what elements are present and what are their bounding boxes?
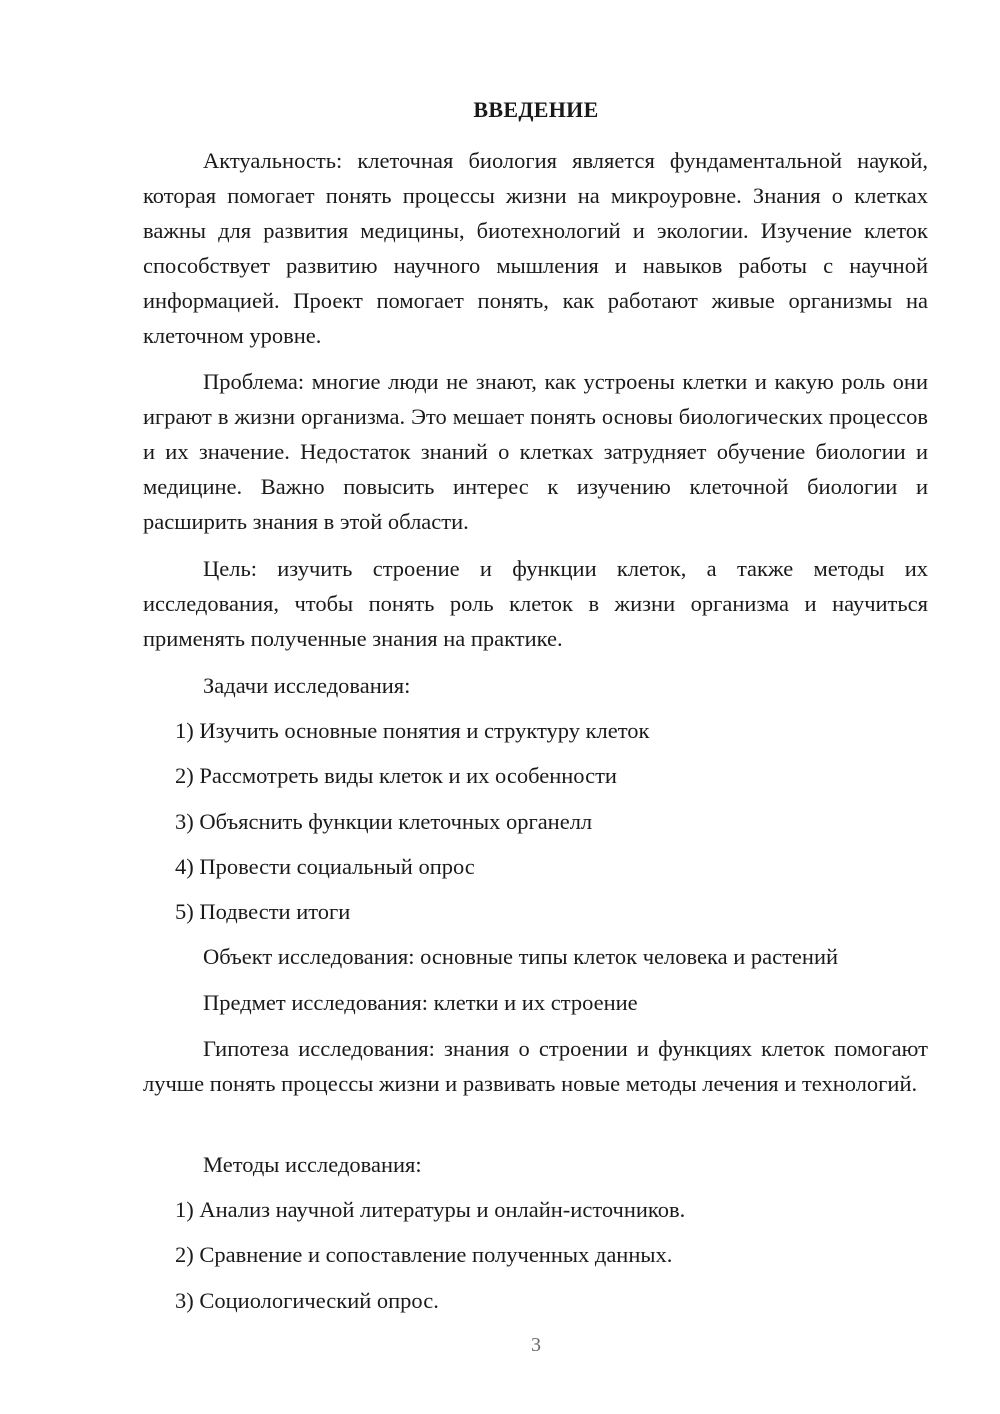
method-item: 3) Социологический опрос. — [175, 1288, 439, 1313]
method-item: 2) Сравнение и сопоставление полученных данных. — [175, 1242, 673, 1267]
page-title: ВВЕДЕНИЕ — [473, 97, 599, 122]
task-item: 5) Подвести итоги — [175, 899, 351, 924]
methods-heading: Методы исследования: — [203, 1152, 422, 1177]
task-item: 3) Объяснить функции клеточных органелл — [175, 809, 593, 834]
research-object: Объект исследования: основные типы клеток человека и растений — [203, 944, 839, 969]
hypothesis-paragraph: Гипотеза исследования: знания о строении и функциях клеток помогают лучше понять процессы жизни и развивать новые методы лечения и технологий. — [143, 1036, 928, 1096]
task-item: 2) Рассмотреть виды клеток и их особенности — [175, 763, 617, 788]
tasks-heading: Задачи исследования: — [203, 673, 411, 698]
page-number: 3 — [531, 1334, 541, 1356]
method-item: 1) Анализ научной литературы и онлайн-источников. — [175, 1197, 686, 1222]
problem-paragraph: Проблема: многие люди не знают, как устроены клетки и какую роль они играют в жизни организма. Это мешает понять основы биологических процессов и их значение. Недостаток знаний о клетках затрудняет обучение биологии и медицине. Важно повысить интерес к изучению клеточной биологии и расширить знания в этой области. — [143, 369, 928, 534]
task-item: 4) Провести социальный опрос — [175, 854, 475, 879]
goal-paragraph: Цель: изучить строение и функции клеток, а также методы их исследования, чтобы понять роль клеток в жизни организма и научиться применять полученные знания на практике. — [143, 556, 928, 651]
task-item: 1) Изучить основные понятия и структуру клеток — [175, 718, 650, 743]
relevance-paragraph: Актуальность: клеточная биология является фундаментальной наукой, которая помогает понять процессы жизни на микроуровне. Знания о клетках важны для развития медицины, биотехнологий и экологии. Изучение клеток способствует развитию научного мышления и навыков работы с научной информацией. Проект помогает понять, как работают живые организмы на клеточном уровне. — [143, 148, 928, 348]
research-subject: Предмет исследования: клетки и их строение — [203, 990, 638, 1015]
